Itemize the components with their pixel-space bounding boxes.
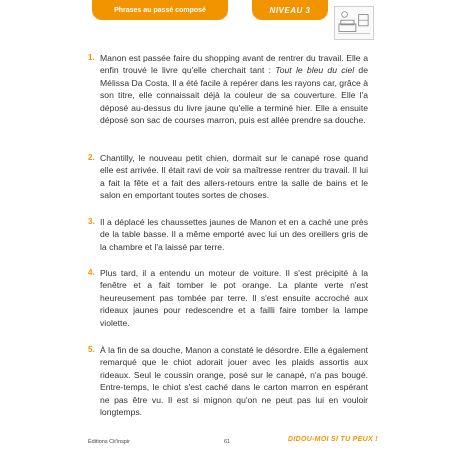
item-text: Il a déplacé les chaussettes jaunes de Manon et en a caché une près de la table basse. Il a même emporté avec lui un des oreillers gris de la chambre et l'a laissé par terre. [100, 217, 368, 252]
room-sketch-illustration [334, 6, 374, 40]
item-number: 3. [88, 217, 95, 226]
list-item [88, 344, 368, 418]
item-text: Chantilly, le nouveau petit chien, dormait sur le canapé rose quand elle est arrivée. Il était ravi de voir sa maîtresse rentrer du travail. Il lui a fait la fête et a fait des allers-retours entre la salle de bains et le salon en emportant toutes sortes de choses. [100, 153, 368, 201]
list-item [88, 152, 368, 202]
worksheet-title: Phrases au passé composé [92, 0, 228, 20]
item-text: Manon est passée faire du shopping avant de rentrer du travail. Elle a enfin trouvé le livre qu'elle cherchait tant : Tout le bleu du ciel de Mélissa Da Costa. Il a été facile à repérer dans les rayons car, grâce à son titre, elle connaissait déjà la couleur de sa couverture. Elle l'a déposé au-dessus du livre jaune qu'elle a terminé hier. Elle a ensuite déposé son sac de courses marron, puis est allée prendre sa douche. [100, 53, 368, 126]
item-text: À la fin de sa douche, Manon a constaté le désordre. Elle a également remarqué que le chiot adorait jouer avec les plaids assortis aux rideaux. Seul le coussin orange, posé sur le canapé, n'a pas bougé. Entre-temps, le chiot s'est caché dans le carton marron en espérant ne pas être vu. Il est si mignon qu'on ne peut pas lui en vouloir longtemps. [100, 345, 368, 418]
item-number: 2. [88, 153, 95, 162]
level-badge: NIVEAU 3 [252, 0, 328, 20]
publisher-name: Éditions Cit'inspir [88, 439, 131, 445]
list-item [88, 52, 368, 126]
item-text: Plus tard, il a entendu un moteur de voiture. Il s'est précipité à la fenêtre et a fait tomber le pot orange. La plante verte n'est heureusement pas tombée par terre. Il s'est ensuite accroché aux rideaux jaunes pour redescendre et a failli faire tomber la lampe violette. [100, 268, 368, 328]
book-title: Tout le bleu du ciel [275, 65, 355, 76]
brand-logo-text: DIDOU-MOI SI TU PEUX ! [288, 436, 378, 443]
page-number: 61 [224, 439, 231, 445]
list-item [88, 267, 368, 329]
item-number: 1. [88, 53, 95, 62]
item-number: 5. [88, 345, 95, 354]
list-item [88, 216, 368, 253]
item-number: 4. [88, 268, 95, 277]
